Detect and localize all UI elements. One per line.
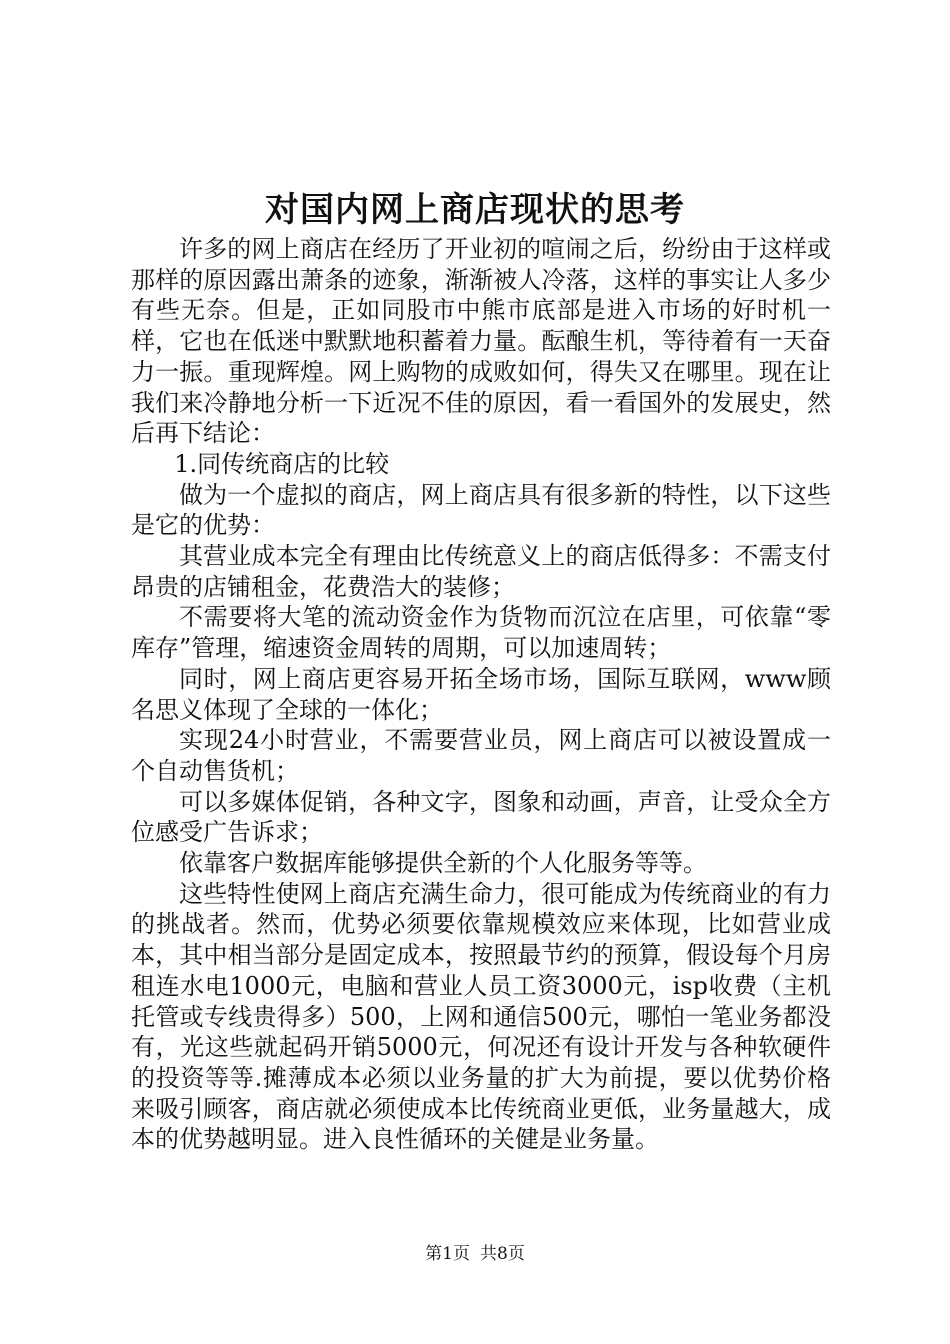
paragraph-inventory: 不需要将大笔的流动资金作为货物而沉泣在店里，可依靠“零库存”管理，缩速资金周转的周期，可以加速周转； (131, 603, 831, 663)
paragraph-intro: 许多的网上商店在经历了开业初的喧闹之后，纷纷由于这样或那样的原因露出萧条的迹象，渐渐被人冷落，这样的事实让人多少有些无奈。但是，正如同股市中熊市底部是进入市场的好时机一样，它也在低迷中默默地积蓄着力量。酝酿生机，等待着有一天奋力一振。重现辉煌。网上购物的成败如何，得失又在哪里。现在让我们来冷静地分析一下近况不佳的原因，看一看国外的发展史，然后再下结论： (131, 235, 831, 448)
paragraph-advantages-intro: 做为一个虚拟的商店，网上商店具有很多新的特性，以下这些是它的优势： (131, 480, 831, 540)
paragraph-24-hours: 实现24小时营业，不需要营业员，网上商店可以被设置成一个自动售货机； (131, 726, 831, 785)
paragraph-cost: 其营业成本完全有理由比传统意义上的商店低得多：不需支付昂贵的店铺租金，花费浩大的装修； (131, 542, 831, 601)
page-number: 第1页 (425, 1244, 470, 1264)
paragraph-scale: 这些特性使网上商店充满生命力，很可能成为传统商业的有力的挑战者。然而，优势必须要依靠规模效应来体现，比如营业成本，其中相当部分是固定成本，按照最节约的预算，假设每个月房租连水电1000元，电脑和营业人员工资3000元，isp收费（主机托管或专线贵得多）500，上网和通信500元，哪怕一笔业务都没有，光这些就起码开销5000元，何况还有设计开发与各种软硬件的投资等等.摊薄成本必须以业务量的扩大为前提，要以优势价格来吸引顾客，商店就必须使成本比传统商业更低，业务量越大，成本的优势越明显。进入良性循环的关健是业务量。 (131, 879, 831, 1154)
section-heading: 1.同传统商店的比较 (174, 449, 390, 478)
paragraph-multimedia: 可以多媒体促销，各种文字，图象和动画，声音，让受众全方位感受广告诉求； (131, 787, 831, 847)
page-footer (0, 1242, 950, 1266)
paragraph-global-market: 同时，网上商店更容易开拓全场市场，国际互联网，www顾名思义体现了全球的一体化； (131, 664, 831, 724)
document-body (131, 234, 831, 1155)
document-title: 对国内网上商店现状的思考 (265, 190, 685, 230)
page-total: 共8页 (480, 1244, 525, 1264)
paragraph-personalization: 依靠客户数据库能够提供全新的个人化服务等等。 (179, 849, 707, 878)
